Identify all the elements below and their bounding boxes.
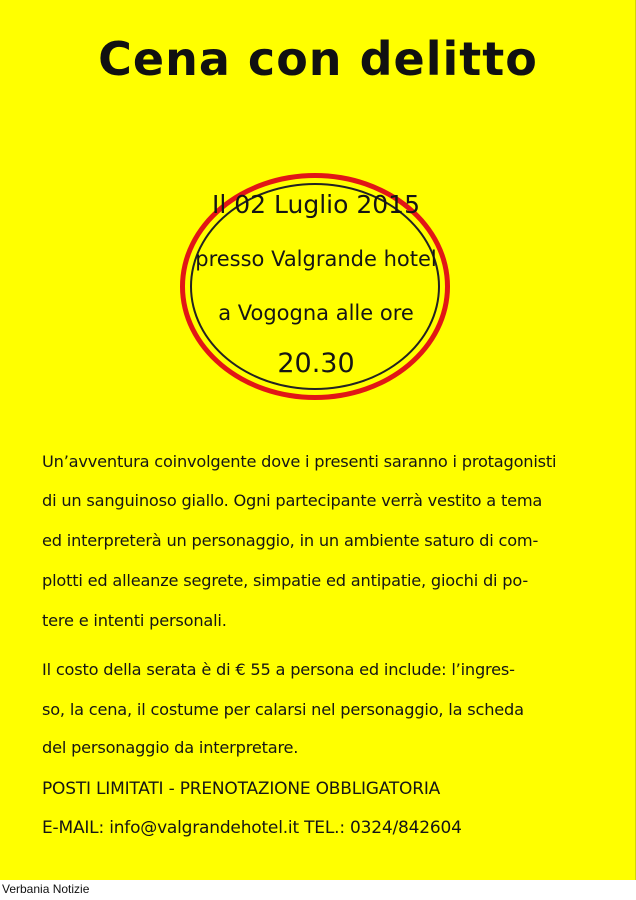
cost-line: del personaggio da interpretare.	[42, 738, 299, 757]
event-place: a Vogogna alle ore	[218, 301, 414, 325]
flyer-title: Cena con delitto	[98, 32, 538, 86]
description-line: di un sanguinoso giallo. Ogni partecipante verrà vestito a tema	[42, 491, 543, 510]
description-line: tere e intenti personali.	[42, 611, 227, 630]
description-line: plotti ed alleanze segrete, simpatie ed antipatie, giochi di po-	[42, 571, 529, 590]
booking-notice: POSTI LIMITATI - PRENOTAZIONE OBBLIGATORIA	[42, 779, 441, 799]
description-line: Un’avventura coinvolgente dove i presenti saranno i protagonisti	[42, 452, 557, 471]
contact-info: E-MAIL: info@valgrandehotel.it TEL.: 0324/842604	[42, 818, 462, 838]
description-line: ed interpreterà un personaggio, in un ambiente saturo di com-	[42, 531, 539, 550]
event-venue: presso Valgrande hotel	[195, 247, 437, 271]
source-credit: Verbania Notizie	[2, 882, 90, 896]
event-date: Il 02 Luglio 2015	[212, 190, 420, 219]
cost-line: so, la cena, il costume per calarsi nel personaggio, la scheda	[42, 700, 524, 719]
event-time: 20.30	[277, 348, 355, 379]
cost-line: Il costo della serata è di € 55 a persona ed include: l’ingres-	[42, 660, 515, 679]
